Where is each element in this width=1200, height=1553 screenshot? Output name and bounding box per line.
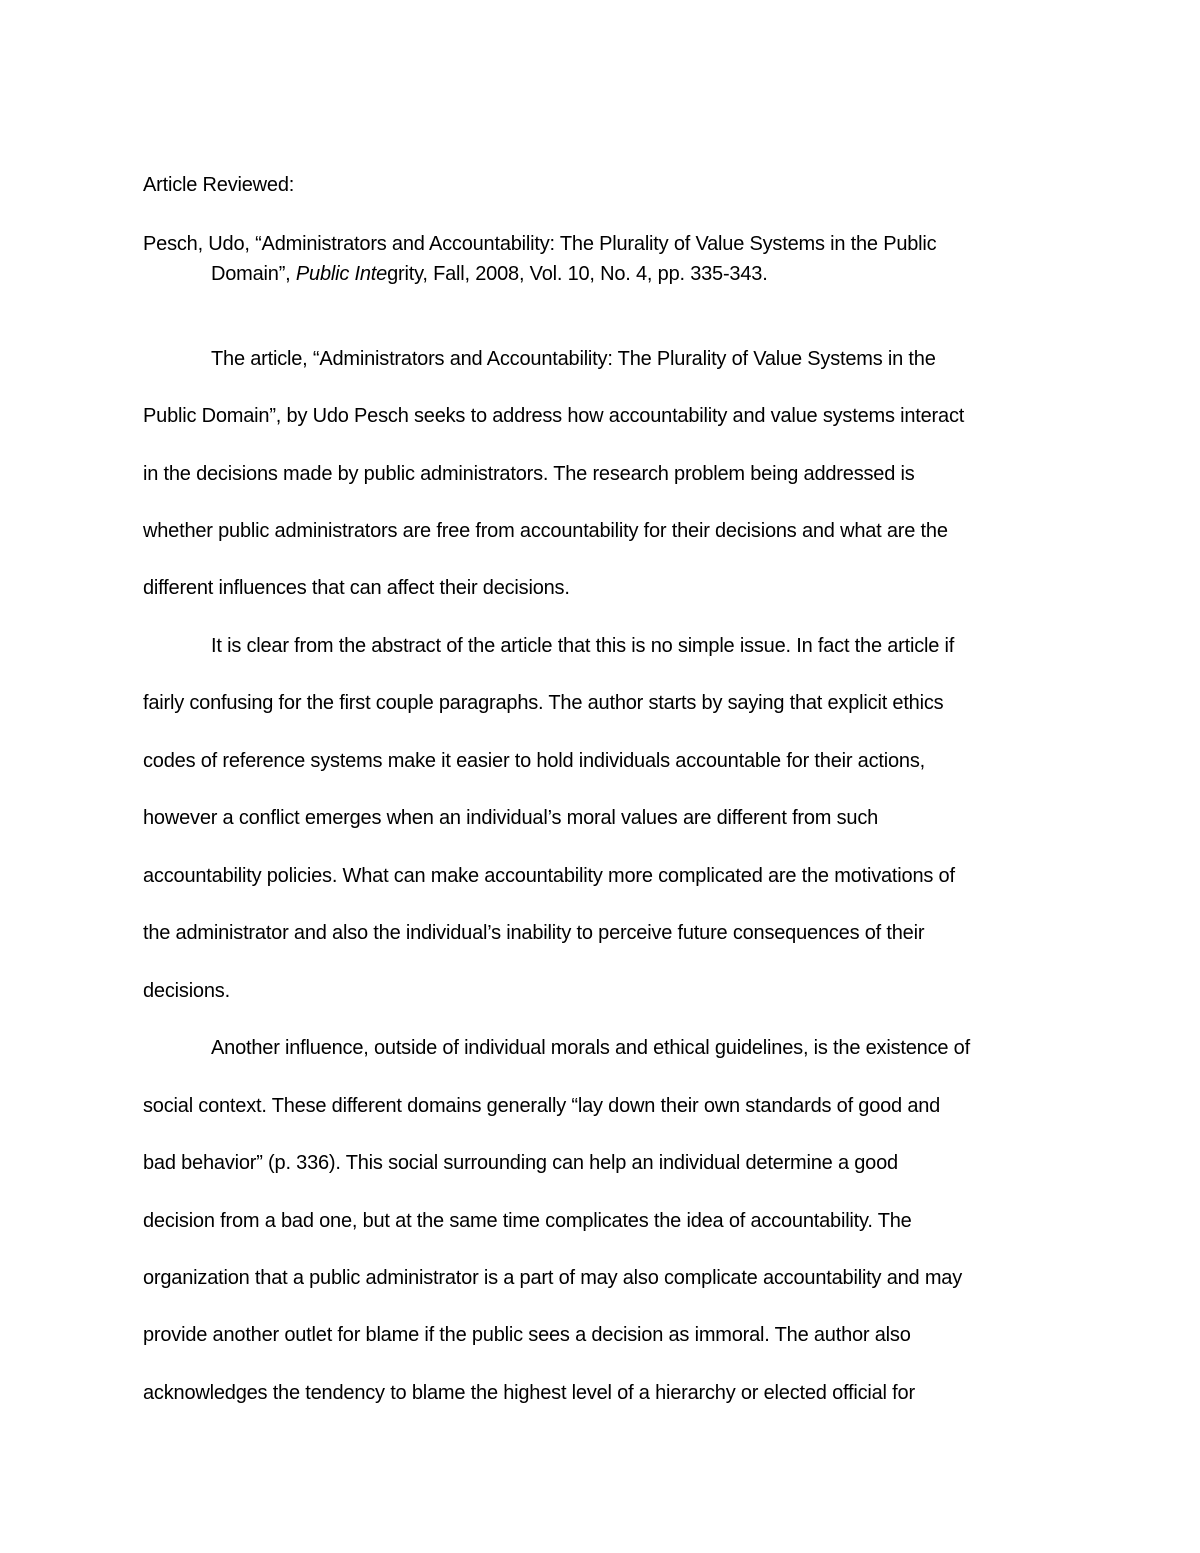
citation-line-1: Pesch, Udo, “Administrators and Accountability: The Plurality of Value Systems in the Public <box>143 233 937 255</box>
paragraph-2-line-3: codes of reference systems make it easier to hold individuals accountable for their actions, <box>143 750 926 772</box>
journal-title-italic: Public Inte <box>295 263 388 285</box>
paragraph-3-line-7: acknowledges the tendency to blame the highest level of a hierarchy or elected official for <box>143 1382 915 1404</box>
paragraph-1-line-5: different influences that can affect their decisions. <box>143 577 570 599</box>
citation-line-2-start: Domain”, <box>211 263 296 285</box>
paragraph-3-line-1: Another influence, outside of individual morals and ethical guidelines, is the existence of <box>211 1037 970 1059</box>
article-reviewed-heading: Article Reviewed: <box>143 174 295 196</box>
citation-line-2-end: grity, Fall, 2008, Vol. 10, No. 4, pp. 335-343. <box>387 263 768 285</box>
paragraph-2-line-6: the administrator and also the individual’s inability to perceive future consequences of their <box>143 922 925 944</box>
paragraph-2-line-1: It is clear from the abstract of the article that this is no simple issue. In fact the article if <box>211 635 955 657</box>
paragraph-2-line-2: fairly confusing for the first couple paragraphs. The author starts by saying that explicit ethics <box>143 692 944 714</box>
paragraph-2-line-7: decisions. <box>143 980 230 1002</box>
citation-line-2 <box>211 262 768 286</box>
paragraph-1-line-3: in the decisions made by public administrators. The research problem being addressed is <box>143 463 915 485</box>
paragraph-1-line-4: whether public administrators are free from accountability for their decisions and what are the <box>143 520 948 542</box>
paragraph-3-line-4: decision from a bad one, but at the same time complicates the idea of accountability. The <box>143 1210 912 1232</box>
paragraph-2-line-4: however a conflict emerges when an individual’s moral values are different from such <box>143 807 879 829</box>
paragraph-3-line-3: bad behavior” (p. 336). This social surrounding can help an individual determine a good <box>143 1152 898 1174</box>
paragraph-1-line-1: The article, “Administrators and Accountability: The Plurality of Value Systems in the <box>211 348 936 370</box>
paragraph-1-line-2: Public Domain”, by Udo Pesch seeks to address how accountability and value systems interact <box>143 405 965 427</box>
paragraph-3-line-5: organization that a public administrator is a part of may also complicate accountability and may <box>143 1267 963 1289</box>
paragraph-3-line-2: social context. These different domains generally “lay down their own standards of good and <box>143 1095 941 1117</box>
paragraph-2-line-5: accountability policies. What can make accountability more complicated are the motivations of <box>143 865 955 887</box>
paragraph-3-line-6: provide another outlet for blame if the public sees a decision as immoral. The author also <box>143 1324 911 1346</box>
